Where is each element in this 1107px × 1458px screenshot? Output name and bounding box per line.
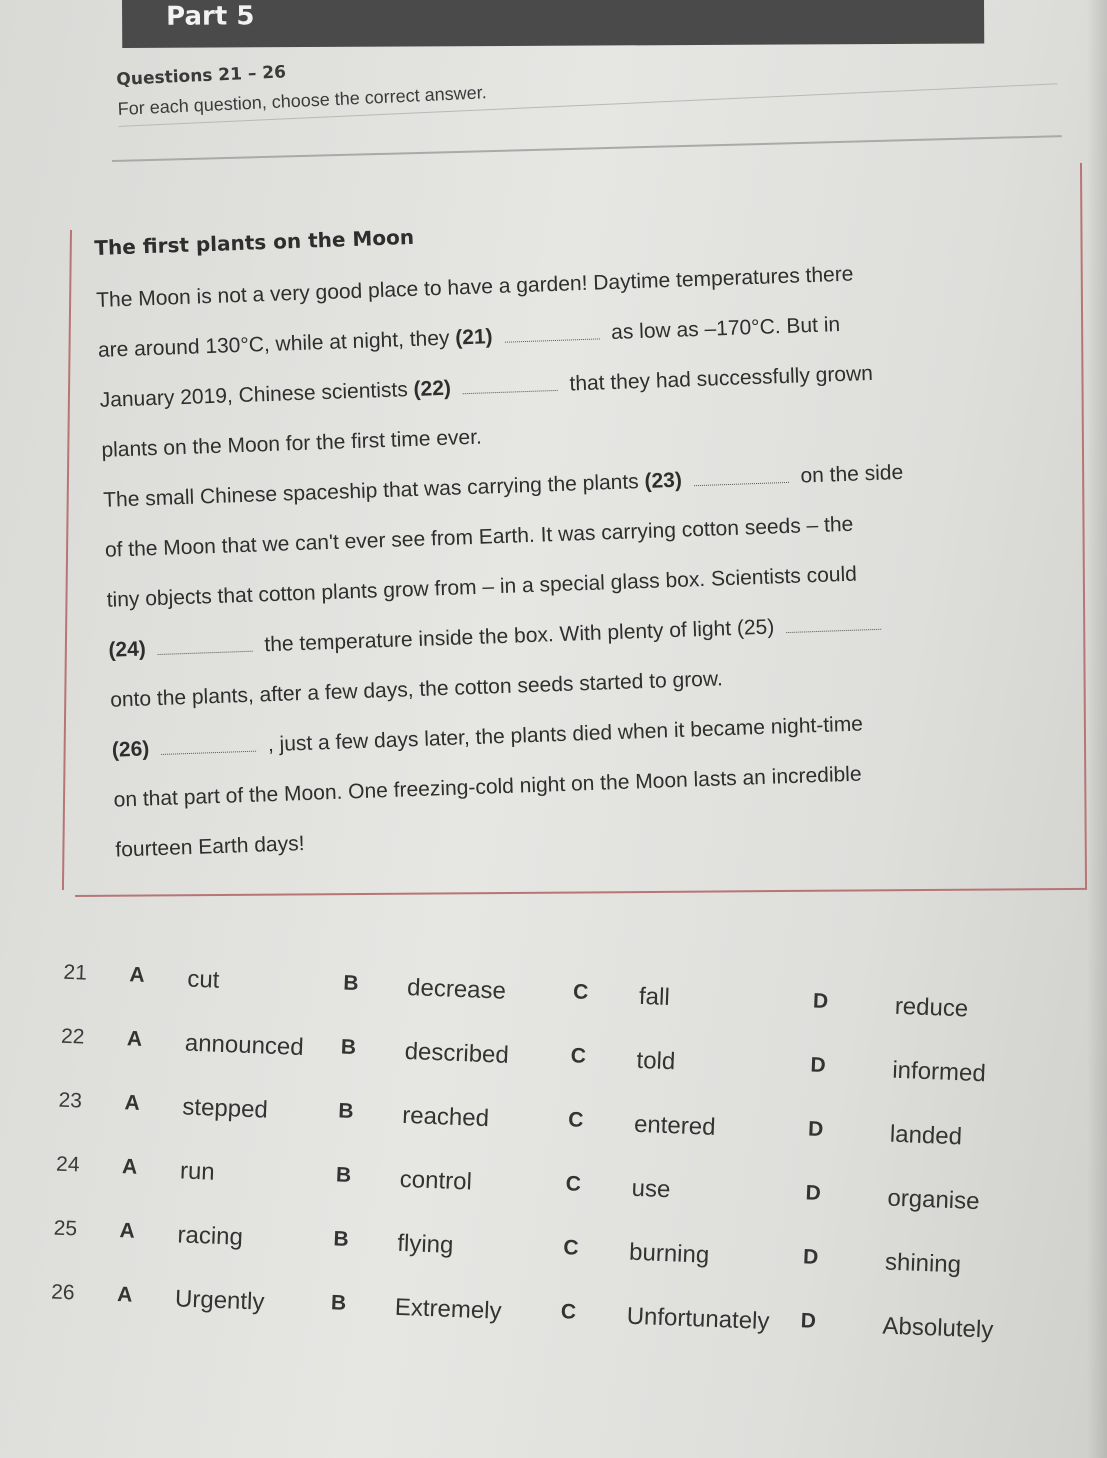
header-divider bbox=[112, 135, 1062, 162]
option-d[interactable]: organise bbox=[886, 1184, 980, 1216]
passage-text: onto the plants, after a few days, the cotton seeds started to grow. bbox=[109, 667, 724, 712]
option-b[interactable]: reached bbox=[401, 1101, 490, 1133]
questions-range: Questions 21 – 26 bbox=[116, 62, 287, 90]
option-letter: D bbox=[805, 1181, 822, 1205]
option-letter: A bbox=[119, 1219, 136, 1243]
option-letter: B bbox=[337, 1099, 355, 1123]
option-c[interactable]: use bbox=[631, 1174, 671, 1204]
option-question-number: 23 bbox=[58, 1088, 83, 1113]
answer-gap-23[interactable] bbox=[693, 468, 788, 486]
passage bbox=[94, 204, 1046, 876]
option-letter: C bbox=[560, 1300, 577, 1324]
option-letter: A bbox=[126, 1027, 143, 1051]
option-question-number: 26 bbox=[50, 1280, 76, 1305]
instruction-text: For each question, choose the correct answer. bbox=[117, 56, 1057, 127]
option-question-number: 21 bbox=[63, 960, 88, 985]
option-a[interactable]: cut bbox=[186, 965, 220, 994]
option-c[interactable]: told bbox=[636, 1046, 676, 1076]
option-letter: C bbox=[565, 1172, 582, 1196]
question-number: (26) bbox=[111, 737, 150, 762]
option-letter: B bbox=[340, 1035, 357, 1060]
option-letter: B bbox=[335, 1163, 352, 1187]
question-number: (21) bbox=[454, 325, 493, 350]
passage-text: of the Moon that we can't ever see from Earth. It was carrying cotton seeds – the bbox=[104, 512, 854, 562]
passage-frame-left bbox=[62, 230, 72, 890]
option-c[interactable]: burning bbox=[628, 1238, 710, 1269]
option-b[interactable]: flying bbox=[396, 1229, 454, 1259]
option-letter: D bbox=[807, 1117, 824, 1142]
passage-text: The Moon is not a very good place to have a garden! Daytime temperatures there bbox=[95, 262, 854, 312]
option-d[interactable]: reduce bbox=[894, 992, 969, 1023]
option-letter: C bbox=[562, 1236, 579, 1260]
passage-text: on that part of the Moon. One freezing-cold night on the Moon lasts an incredible bbox=[113, 762, 862, 812]
passage-text: on the side bbox=[800, 460, 904, 488]
option-a[interactable]: run bbox=[179, 1157, 216, 1186]
option-c[interactable]: fall bbox=[638, 982, 671, 1012]
option-letter: A bbox=[124, 1091, 141, 1115]
question-number: (23) bbox=[644, 468, 683, 493]
option-letter: B bbox=[333, 1227, 350, 1251]
passage-text: the temperature inside the box. With plenty of light (25) bbox=[264, 615, 775, 657]
option-a[interactable]: Urgently bbox=[174, 1285, 265, 1316]
passage-text: January 2019, Chinese scientists bbox=[99, 378, 409, 412]
option-question-number: 25 bbox=[53, 1216, 78, 1241]
answer-gap-25[interactable] bbox=[786, 615, 881, 633]
passage-text: The small Chinese spaceship that was carrying the plants bbox=[102, 470, 640, 512]
option-letter: A bbox=[121, 1155, 138, 1179]
option-letter: D bbox=[810, 1053, 827, 1078]
option-a[interactable]: announced bbox=[184, 1029, 305, 1062]
answer-options bbox=[29, 960, 1053, 1382]
passage-text: tiny objects that cotton plants grow from – in a special glass box. Scientists could bbox=[106, 562, 858, 612]
option-question-number: 22 bbox=[60, 1024, 85, 1049]
option-letter: C bbox=[567, 1108, 584, 1132]
question-number: (22) bbox=[413, 376, 452, 401]
passage-title: The first plants on the Moon bbox=[94, 224, 415, 260]
option-d[interactable]: informed bbox=[891, 1056, 987, 1088]
answer-gap-26[interactable] bbox=[161, 737, 256, 755]
option-letter: D bbox=[802, 1245, 819, 1269]
option-letter: B bbox=[342, 971, 359, 996]
passage-text: are around 130°C, while at night, they bbox=[97, 326, 450, 362]
page-edge-shadow bbox=[1087, 0, 1107, 1458]
option-question-number: 24 bbox=[55, 1152, 80, 1177]
passage-text: plants on the Moon for the first time ever. bbox=[101, 425, 483, 462]
option-b[interactable]: control bbox=[399, 1165, 473, 1196]
option-d[interactable]: landed bbox=[889, 1120, 963, 1151]
answer-gap-21[interactable] bbox=[504, 324, 599, 342]
answer-gap-24[interactable] bbox=[157, 637, 252, 655]
passage-text: as low as –170°C. But in bbox=[610, 313, 841, 345]
option-b[interactable]: decrease bbox=[406, 973, 507, 1005]
option-c[interactable]: Unfortunately bbox=[626, 1302, 770, 1336]
option-letter: B bbox=[330, 1291, 347, 1315]
option-letter: C bbox=[570, 1044, 587, 1068]
option-c[interactable]: entered bbox=[633, 1110, 716, 1141]
option-a[interactable]: stepped bbox=[181, 1093, 269, 1124]
option-b[interactable]: Extremely bbox=[394, 1293, 503, 1325]
option-b[interactable]: described bbox=[404, 1037, 510, 1069]
option-a[interactable]: racing bbox=[177, 1221, 244, 1251]
question-number: (24) bbox=[108, 637, 147, 662]
option-letter: A bbox=[116, 1283, 133, 1307]
option-letter: D bbox=[800, 1309, 817, 1333]
passage-text: fourteen Earth days! bbox=[115, 832, 305, 862]
option-letter: C bbox=[572, 980, 589, 1004]
passage-text: that they had successfully grown bbox=[569, 361, 874, 396]
option-d[interactable]: Absolutely bbox=[882, 1312, 994, 1344]
option-letter: A bbox=[129, 963, 146, 987]
option-d[interactable]: shining bbox=[884, 1248, 962, 1279]
passage-text: , just a few days later, the plants died when it became night-time bbox=[267, 712, 864, 757]
part-label: Part 5 bbox=[122, 0, 984, 48]
option-letter: D bbox=[812, 989, 829, 1014]
answer-gap-22[interactable] bbox=[462, 376, 557, 394]
